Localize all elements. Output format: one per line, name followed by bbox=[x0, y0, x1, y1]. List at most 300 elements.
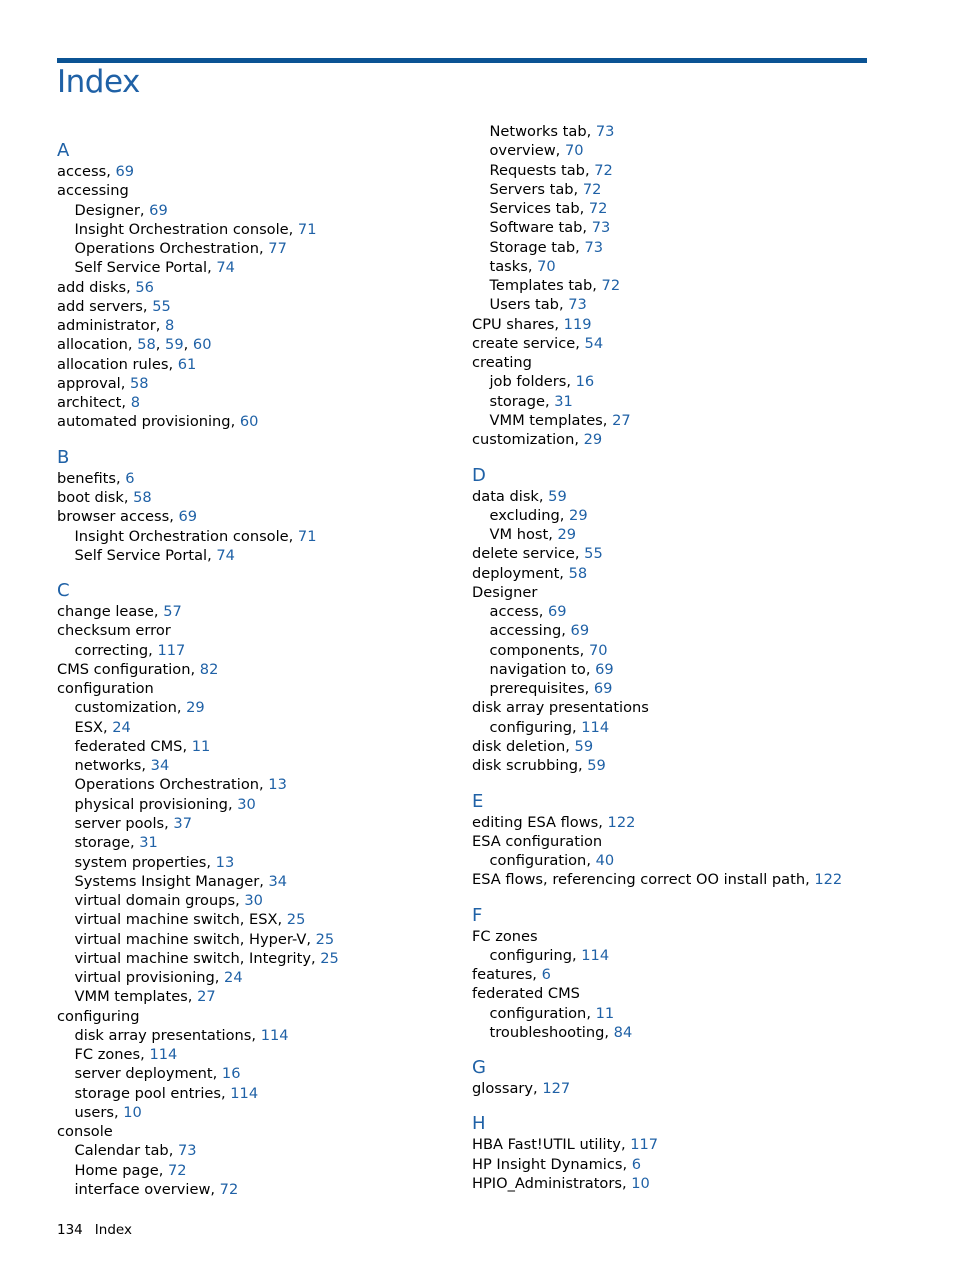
page-link[interactable]: 69 bbox=[595, 660, 614, 678]
page-link[interactable]: 82 bbox=[199, 660, 219, 678]
page-link[interactable]: 37 bbox=[173, 814, 192, 832]
section-gap bbox=[472, 776, 932, 791]
index-term: browser access bbox=[57, 508, 170, 526]
page-link[interactable]: 74 bbox=[216, 546, 235, 564]
page-link[interactable]: 30 bbox=[244, 892, 263, 910]
page-link[interactable]: 8 bbox=[130, 394, 140, 412]
index-subentry: tasks, 70 bbox=[489, 257, 556, 275]
page-number: 134 bbox=[57, 1222, 83, 1238]
index-column-right bbox=[472, 122, 932, 1193]
index-subentry: configuration, 11 bbox=[489, 1004, 615, 1022]
page-link[interactable]: 6 bbox=[541, 966, 551, 984]
page-link[interactable]: 59 bbox=[574, 737, 594, 755]
index-entry: HP Insight Dynamics, 6 bbox=[472, 1155, 642, 1173]
page-link[interactable]: 55 bbox=[152, 297, 171, 315]
index-term: create service bbox=[472, 334, 576, 352]
page-link[interactable]: 40 bbox=[595, 852, 615, 870]
index-entry bbox=[57, 621, 457, 640]
index-term: CPU shares bbox=[472, 315, 555, 333]
index-subentry: interface overview, 72 bbox=[74, 1181, 239, 1199]
section-gap bbox=[472, 890, 932, 905]
index-entry bbox=[57, 679, 457, 698]
index-subentry: federated CMS, 11 bbox=[74, 737, 211, 755]
page-link[interactable]: 54 bbox=[584, 334, 604, 352]
index-subentry: Services tab, 72 bbox=[489, 200, 608, 218]
page-link[interactable]: 114 bbox=[230, 1084, 259, 1102]
index-subentry: Operations Orchestration, 13 bbox=[74, 776, 287, 794]
page-link[interactable]: 13 bbox=[268, 776, 287, 794]
index-subentry: Self Service Portal, 74 bbox=[74, 259, 235, 277]
index-term: Calendar tab bbox=[74, 1142, 169, 1160]
page-link[interactable]: 77 bbox=[268, 240, 287, 258]
index-subentry: accessing, 69 bbox=[489, 622, 590, 640]
index-entry bbox=[472, 583, 932, 602]
index-subentry: Servers tab, 72 bbox=[489, 180, 602, 198]
index-subentry: physical provisioning, 30 bbox=[74, 795, 256, 813]
index-term: customization bbox=[74, 699, 177, 717]
index-subentry: Home page, 72 bbox=[74, 1161, 187, 1179]
page-link[interactable]: 74 bbox=[216, 259, 235, 277]
index-subentry: Operations Orchestration, 77 bbox=[74, 240, 287, 258]
index-term: Self Service Portal bbox=[74, 546, 208, 564]
page-link[interactable]: 58 bbox=[568, 564, 588, 582]
index-term: customization bbox=[472, 431, 575, 449]
index-term: Users tab bbox=[489, 296, 559, 314]
index-subentry: job folders, 16 bbox=[489, 373, 595, 391]
index-term: glossary bbox=[472, 1080, 534, 1098]
page-link[interactable]: 71 bbox=[297, 527, 317, 545]
index-term: VMM templates bbox=[74, 988, 188, 1006]
page-link[interactable]: 72 bbox=[219, 1181, 239, 1199]
page-link[interactable]: 117 bbox=[157, 641, 186, 659]
index-term: features bbox=[472, 966, 533, 984]
index-term: Requests tab bbox=[489, 161, 585, 179]
page-link[interactable]: 24 bbox=[224, 969, 243, 987]
index-entry bbox=[472, 927, 932, 946]
page-link[interactable]: 119 bbox=[563, 315, 592, 333]
index-term: Home page bbox=[74, 1161, 159, 1179]
section-gap bbox=[57, 565, 457, 580]
page-link[interactable]: 8 bbox=[164, 317, 175, 335]
header-rule bbox=[57, 58, 867, 63]
index-term: Storage tab bbox=[489, 238, 576, 256]
page-link[interactable]: 114 bbox=[581, 718, 610, 736]
index-term: console bbox=[57, 1123, 113, 1141]
page-link[interactable]: 6 bbox=[125, 469, 135, 487]
section-gap bbox=[472, 450, 932, 465]
page-link[interactable]: 58 bbox=[130, 374, 149, 392]
index-term: storage bbox=[489, 392, 545, 410]
index-term: storage bbox=[74, 834, 130, 852]
page-link[interactable]: 24 bbox=[112, 718, 131, 736]
index-subentry: disk array presentations, 114 bbox=[74, 1026, 289, 1044]
index-letter-heading: A bbox=[57, 140, 70, 161]
page-link[interactable]: 70 bbox=[537, 257, 556, 275]
index-term: approval bbox=[57, 374, 121, 392]
index-subentry: configuring, 114 bbox=[489, 718, 610, 736]
index-term: accessing bbox=[57, 182, 129, 200]
index-term: access bbox=[57, 163, 107, 180]
footer-section: Index bbox=[94, 1222, 132, 1238]
page-link[interactable]: 11 bbox=[191, 737, 211, 755]
page-link[interactable]: 59 bbox=[548, 487, 567, 505]
index-term: HPIO_Administrators bbox=[472, 1174, 622, 1192]
index-term: VM host bbox=[489, 526, 549, 544]
page-link[interactable]: 69 bbox=[547, 603, 567, 621]
index-term: add servers bbox=[57, 297, 143, 315]
index-term: ESA flows, referencing correct OO install path bbox=[472, 871, 806, 889]
index-subentry: Networks tab, 73 bbox=[489, 123, 615, 140]
index-term: architect bbox=[57, 394, 122, 412]
page-link[interactable]: 29 bbox=[557, 526, 577, 544]
index-term: configuring bbox=[57, 1007, 140, 1025]
index-subentry: FC zones, 114 bbox=[74, 1046, 178, 1064]
index-term: editing ESA flows bbox=[472, 813, 599, 831]
index-term: storage pool entries bbox=[74, 1084, 221, 1102]
page-link[interactable]: 69 bbox=[149, 201, 168, 219]
index-entry: ESA flows, referencing correct OO install path, 122 bbox=[472, 871, 843, 889]
index-term: checksum error bbox=[57, 622, 171, 640]
page-link[interactable]: 59 bbox=[587, 757, 606, 775]
index-term: disk array presentations bbox=[472, 699, 649, 717]
index-subentry: prerequisites, 69 bbox=[489, 680, 613, 698]
page-link[interactable]: 71 bbox=[297, 220, 317, 238]
index-entry: create service, 54 bbox=[472, 334, 604, 352]
index-subentry: server pools, 37 bbox=[74, 814, 192, 832]
index-subentry: virtual machine switch, ESX, 25 bbox=[74, 911, 306, 929]
index-column-left bbox=[57, 140, 457, 1199]
page-title: Index bbox=[57, 64, 140, 100]
index-entry: HPIO_Administrators, 10 bbox=[472, 1174, 650, 1192]
index-term: Designer bbox=[74, 201, 140, 219]
index-term: benefits bbox=[57, 469, 116, 487]
index-entry: data disk, 59 bbox=[472, 487, 567, 505]
index-subentry: Insight Orchestration console, 71 bbox=[74, 527, 317, 545]
index-letter-heading: G bbox=[472, 1057, 486, 1079]
index-entry bbox=[472, 353, 932, 372]
page-link[interactable]: 69 bbox=[570, 622, 590, 640]
index-term: system properties bbox=[74, 853, 207, 871]
index-entry: boot disk, 58 bbox=[57, 488, 152, 506]
index-entry: CMS configuration, 82 bbox=[57, 660, 219, 678]
index-subentry: Insight Orchestration console, 71 bbox=[74, 220, 317, 238]
index-term: administrator bbox=[57, 317, 156, 335]
index-subentry: access, 69 bbox=[489, 603, 567, 621]
index-subentry: Storage tab, 73 bbox=[489, 238, 604, 256]
page-link[interactable]: 58 bbox=[133, 488, 152, 506]
index-term: Self Service Portal bbox=[74, 259, 208, 277]
index-subentry: VM host, 29 bbox=[489, 526, 577, 544]
page-link[interactable]: 73 bbox=[595, 123, 615, 140]
index-term: configuration bbox=[489, 852, 587, 870]
index-subentry: excluding, 29 bbox=[489, 506, 588, 524]
section-gap bbox=[57, 432, 457, 447]
index-term: boot disk bbox=[57, 488, 124, 506]
page-footer bbox=[57, 1222, 144, 1238]
index-term: automated provisioning bbox=[57, 413, 231, 431]
page-link[interactable]: 16 bbox=[221, 1065, 241, 1083]
page-link[interactable]: 57 bbox=[163, 603, 182, 621]
page-link[interactable]: 13 bbox=[215, 853, 235, 871]
page-link[interactable]: 60 bbox=[192, 336, 212, 354]
index-term: FC zones bbox=[74, 1046, 141, 1064]
index-term: interface overview bbox=[74, 1181, 211, 1199]
index-term: job folders bbox=[489, 373, 567, 391]
index-subentry: server deployment, 16 bbox=[74, 1065, 241, 1083]
index-entry: administrator, 8 bbox=[57, 317, 175, 335]
index-term: federated CMS bbox=[472, 985, 580, 1003]
index-subentry: virtual provisioning, 24 bbox=[74, 969, 243, 987]
page-link[interactable]: 69 bbox=[115, 163, 135, 180]
index-term: CMS configuration bbox=[57, 660, 191, 678]
index-entry: editing ESA flows, 122 bbox=[472, 813, 636, 831]
page-link[interactable]: 55 bbox=[584, 545, 603, 563]
index-letter-heading: H bbox=[472, 1113, 486, 1135]
index-subentry: users, 10 bbox=[74, 1103, 142, 1121]
index-subentry: networks, 34 bbox=[74, 757, 170, 775]
section-gap bbox=[472, 1042, 932, 1057]
index-entry: deployment, 58 bbox=[472, 564, 588, 582]
page-link[interactable]: 16 bbox=[575, 373, 595, 391]
page-link[interactable]: 29 bbox=[186, 699, 205, 717]
index-term: ESX bbox=[74, 718, 103, 736]
index-term: disk scrubbing bbox=[472, 757, 578, 775]
page-link[interactable]: 25 bbox=[315, 930, 335, 948]
index-term: FC zones bbox=[472, 927, 538, 945]
index-term: Servers tab bbox=[489, 180, 574, 198]
page-link[interactable]: 60 bbox=[239, 413, 259, 431]
page-link[interactable]: 31 bbox=[554, 392, 573, 410]
index-term: virtual machine switch, Hyper-V bbox=[74, 930, 307, 948]
page-link[interactable]: 11 bbox=[595, 1004, 615, 1022]
page-link[interactable]: 56 bbox=[135, 278, 154, 296]
page-link[interactable]: 31 bbox=[139, 834, 158, 852]
index-subentry: ESX, 24 bbox=[74, 718, 131, 736]
index-entry bbox=[472, 698, 932, 717]
page-link[interactable]: 10 bbox=[123, 1103, 142, 1121]
index-term: tasks bbox=[489, 257, 528, 275]
index-term: Software tab bbox=[489, 219, 583, 237]
index-entry: architect, 8 bbox=[57, 394, 140, 412]
index-term: configuring bbox=[489, 946, 572, 964]
index-subentry: navigation to, 69 bbox=[489, 660, 614, 678]
page-link[interactable]: 29 bbox=[569, 506, 588, 524]
index-term: VMM templates bbox=[489, 411, 603, 429]
index-entry: access, 69 bbox=[57, 163, 135, 180]
page-link[interactable]: 58 bbox=[137, 336, 156, 354]
index-term: Insight Orchestration console bbox=[74, 527, 289, 545]
index-entry: CPU shares, 119 bbox=[472, 315, 592, 333]
index-term: HBA Fast!UTIL utility bbox=[472, 1136, 621, 1154]
index-term: allocation bbox=[57, 336, 128, 354]
index-term: server pools bbox=[74, 814, 165, 832]
index-subentry: correcting, 117 bbox=[74, 641, 186, 659]
index-entry: disk scrubbing, 59 bbox=[472, 757, 606, 775]
page-link[interactable]: 61 bbox=[177, 355, 197, 373]
index-entry: benefits, 6 bbox=[57, 469, 135, 487]
index-letter-heading: F bbox=[472, 904, 483, 926]
index-term: Networks tab bbox=[489, 123, 587, 140]
page-link[interactable]: 114 bbox=[581, 946, 610, 964]
index-term: configuring bbox=[489, 718, 572, 736]
index-term: virtual machine switch, Integrity bbox=[74, 949, 311, 967]
index-term: virtual provisioning bbox=[74, 969, 215, 987]
index-term: ESA configuration bbox=[472, 832, 603, 850]
page-link[interactable]: 70 bbox=[588, 641, 608, 659]
index-subentry: configuration, 40 bbox=[489, 852, 615, 870]
index-subentry: VMM templates, 27 bbox=[74, 988, 216, 1006]
page-link[interactable]: 27 bbox=[197, 988, 216, 1006]
page-link[interactable]: 72 bbox=[588, 200, 608, 218]
page-link[interactable]: 73 bbox=[177, 1142, 197, 1160]
page-link[interactable]: 72 bbox=[167, 1161, 187, 1179]
index-term: Templates tab bbox=[489, 277, 593, 295]
page-link[interactable]: 10 bbox=[631, 1174, 650, 1192]
index-term: configuration bbox=[57, 680, 154, 698]
page-link[interactable]: 72 bbox=[582, 180, 602, 198]
index-entry bbox=[472, 832, 932, 851]
index-term: physical provisioning bbox=[74, 795, 228, 813]
index-term: troubleshooting bbox=[489, 1023, 605, 1041]
index-subentry: system properties, 13 bbox=[74, 853, 235, 871]
index-subentry: storage pool entries, 114 bbox=[74, 1084, 259, 1102]
index-term: configuration bbox=[489, 1004, 587, 1022]
index-subentry: Self Service Portal, 74 bbox=[74, 546, 235, 564]
index-entry: add servers, 55 bbox=[57, 297, 171, 315]
index-term: prerequisites bbox=[489, 680, 585, 698]
index-term: networks bbox=[74, 757, 142, 775]
page-link[interactable]: 72 bbox=[594, 161, 613, 179]
index-term: creating bbox=[472, 354, 532, 372]
index-entry bbox=[472, 984, 932, 1003]
index-subentry: overview, 70 bbox=[489, 142, 584, 160]
index-term: delete service bbox=[472, 545, 575, 563]
index-subentry: troubleshooting, 84 bbox=[489, 1023, 633, 1041]
index-term: add disks bbox=[57, 278, 127, 296]
index-entry bbox=[57, 1122, 457, 1141]
page-link[interactable]: 30 bbox=[237, 795, 256, 813]
index-entry: glossary, 127 bbox=[472, 1080, 571, 1098]
page-link[interactable]: 127 bbox=[542, 1080, 571, 1098]
index-subentry: components, 70 bbox=[489, 641, 608, 659]
index-term: HP Insight Dynamics bbox=[472, 1155, 623, 1173]
index-entry: delete service, 55 bbox=[472, 545, 603, 563]
index-term: Designer bbox=[472, 583, 538, 601]
index-entry: features, 6 bbox=[472, 966, 551, 984]
index-term: deployment bbox=[472, 564, 560, 582]
index-term: access bbox=[489, 603, 539, 621]
index-term: correcting bbox=[74, 641, 149, 659]
index-subentry: configuring, 114 bbox=[489, 946, 610, 964]
page-link[interactable]: 122 bbox=[814, 871, 843, 889]
index-term: federated CMS bbox=[74, 737, 183, 755]
page-link[interactable]: 34 bbox=[268, 872, 288, 890]
page-link[interactable]: 72 bbox=[601, 277, 621, 295]
index-subentry: virtual machine switch, Hyper-V, 25 bbox=[74, 930, 335, 948]
page-link[interactable]: 114 bbox=[260, 1026, 289, 1044]
index-term: Operations Orchestration bbox=[74, 776, 260, 794]
page-link[interactable]: 122 bbox=[607, 813, 636, 831]
index-entry bbox=[57, 1007, 457, 1026]
index-term: accessing bbox=[489, 622, 562, 640]
page-link[interactable]: 69 bbox=[178, 508, 198, 526]
index-subentry: Users tab, 73 bbox=[489, 296, 587, 314]
index-term: users bbox=[74, 1103, 114, 1121]
index-term: server deployment bbox=[74, 1065, 213, 1083]
index-subentry: Software tab, 73 bbox=[489, 219, 611, 237]
index-subentry: Templates tab, 72 bbox=[489, 277, 621, 295]
index-term: change lease bbox=[57, 603, 154, 621]
index-entry: allocation rules, 61 bbox=[57, 355, 197, 373]
page-link[interactable]: 70 bbox=[564, 142, 584, 160]
page-link[interactable]: 34 bbox=[150, 757, 170, 775]
page-link[interactable]: 117 bbox=[630, 1136, 659, 1154]
index-term: Systems Insight Manager bbox=[74, 872, 260, 890]
index-entry: HBA Fast!UTIL utility, 117 bbox=[472, 1136, 659, 1154]
index-subentry: Calendar tab, 73 bbox=[74, 1142, 197, 1160]
index-term: data disk bbox=[472, 487, 539, 505]
index-entry: change lease, 57 bbox=[57, 603, 182, 621]
index-term: virtual domain groups bbox=[74, 892, 236, 910]
section-gap bbox=[472, 1098, 932, 1113]
page-link[interactable]: 114 bbox=[149, 1046, 178, 1064]
index-term: navigation to bbox=[489, 660, 586, 678]
index-term: allocation rules bbox=[57, 355, 169, 373]
index-subentry: Designer, 69 bbox=[74, 201, 168, 219]
page-link[interactable]: 59 bbox=[165, 336, 184, 354]
index-subentry: VMM templates, 27 bbox=[489, 411, 631, 429]
index-letter-heading: E bbox=[472, 790, 484, 812]
index-entry: approval, 58 bbox=[57, 374, 149, 392]
index-entry: browser access, 69 bbox=[57, 508, 198, 526]
index-subentry: Systems Insight Manager, 34 bbox=[74, 872, 288, 890]
index-entry: add disks, 56 bbox=[57, 278, 154, 296]
page-link[interactable]: 84 bbox=[613, 1023, 633, 1041]
index-entry: customization, 29 bbox=[472, 431, 603, 449]
page-link[interactable]: 25 bbox=[286, 911, 306, 929]
page-link[interactable]: 69 bbox=[593, 680, 613, 698]
page-link[interactable]: 27 bbox=[612, 411, 631, 429]
index-term: disk array presentations bbox=[74, 1026, 252, 1044]
index-subentry: virtual machine switch, Integrity, 25 bbox=[74, 949, 339, 967]
page-link[interactable]: 73 bbox=[568, 296, 587, 314]
page-link[interactable]: 73 bbox=[591, 219, 611, 237]
page-link[interactable]: 73 bbox=[584, 238, 604, 256]
index-term: excluding bbox=[489, 506, 560, 524]
index-term: overview bbox=[489, 142, 556, 160]
page-link[interactable]: 25 bbox=[320, 949, 339, 967]
index-entry: disk deletion, 59 bbox=[472, 737, 594, 755]
index-term: Operations Orchestration bbox=[74, 240, 260, 258]
index-letter-heading: C bbox=[57, 580, 70, 602]
page-link[interactable]: 6 bbox=[631, 1155, 642, 1173]
index-entry: automated provisioning, 60 bbox=[57, 413, 259, 431]
page-link[interactable]: 29 bbox=[583, 431, 603, 449]
index-subentry: Requests tab, 72 bbox=[489, 161, 613, 179]
index-letter-heading: D bbox=[472, 464, 486, 486]
index-subentry: customization, 29 bbox=[74, 699, 205, 717]
index-subentry: virtual domain groups, 30 bbox=[74, 892, 263, 910]
index-term: Insight Orchestration console bbox=[74, 220, 289, 238]
index-term: disk deletion bbox=[472, 737, 566, 755]
index-term: components bbox=[489, 641, 580, 659]
index-entry: allocation, 58, 59, 60 bbox=[57, 336, 212, 354]
index-term: Services tab bbox=[489, 200, 580, 218]
index-subentry: storage, 31 bbox=[489, 392, 573, 410]
index-entry bbox=[57, 181, 457, 200]
index-term: virtual machine switch, ESX bbox=[74, 911, 278, 929]
index-letter-heading: B bbox=[57, 446, 70, 468]
